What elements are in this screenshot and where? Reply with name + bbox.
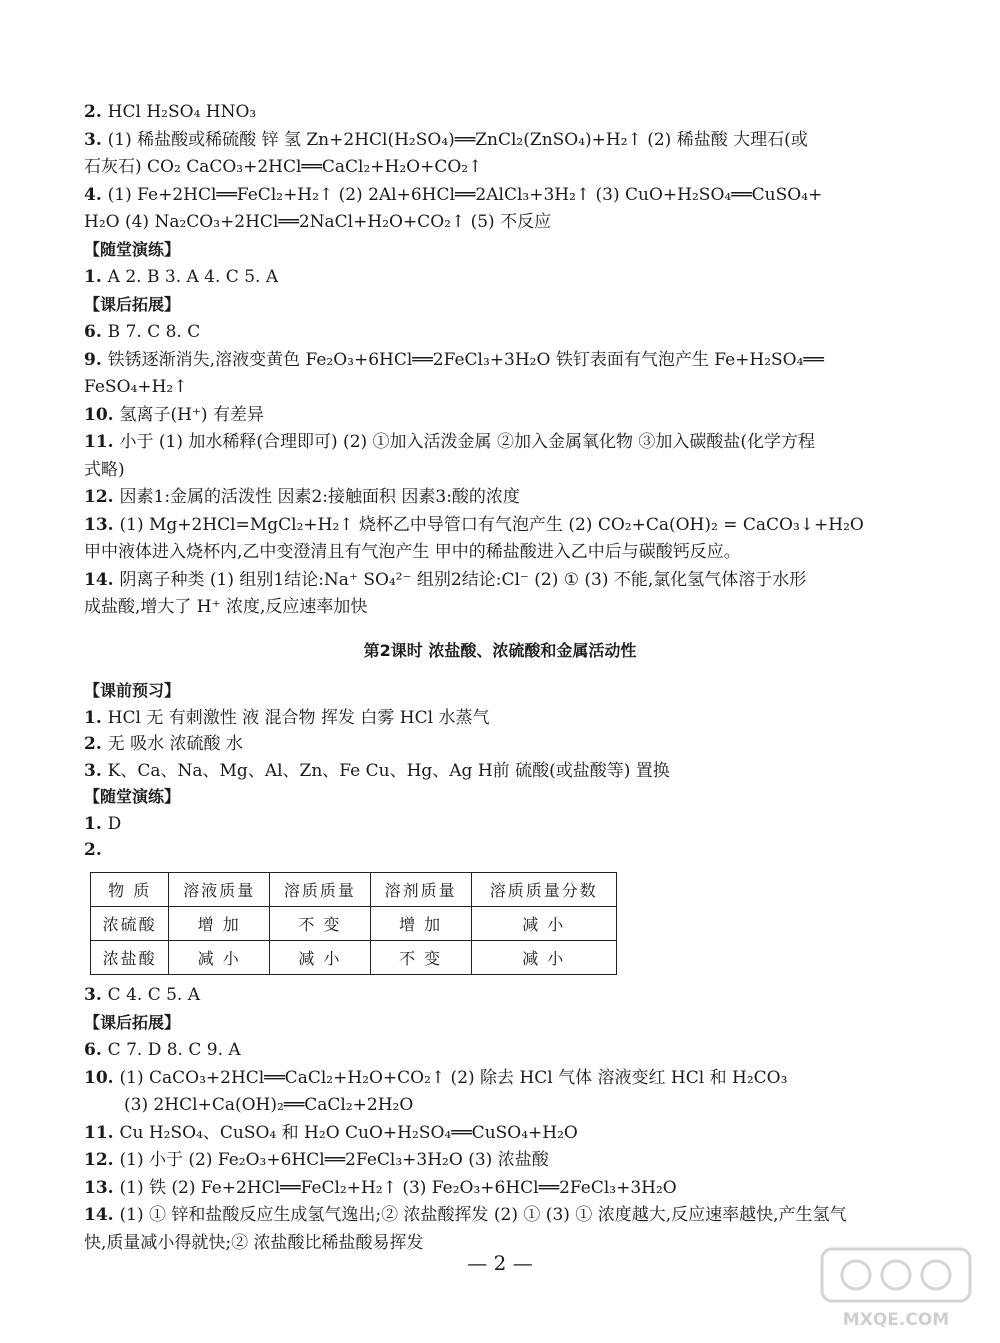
answer-line — [84, 321, 200, 343]
answer-text: 成盐酸,增大了 H⁺ 浓度,反应速率加快 — [84, 597, 368, 617]
table-header-row — [91, 873, 617, 907]
table-cell: 增 加 — [169, 907, 270, 941]
answer-text: H₂O (4) Na₂CO₃+2HCl══2NaCl+H₂O+CO₂↑ (5) 不反应 — [84, 212, 552, 232]
answer-text: HCl H₂SO₄ HNO₃ — [107, 102, 257, 122]
answer-line — [84, 839, 102, 861]
answer-line — [84, 404, 264, 426]
section-heading: 【随堂演练】 — [84, 787, 181, 806]
answer-text: 小于 (1) 加水稀释(合理即可) (2) ①加入活泼金属 ②加入金属氧化物 ③加入碳酸盐(化学方程 — [119, 432, 815, 452]
answer-text: (1) Mg+2HCl=MgCl₂+H₂↑ 烧杯乙中导管口有气泡产生 (2) CO₂+Ca(OH)₂ = CaCO₃↓+H₂O — [119, 514, 864, 535]
answer-line — [84, 541, 741, 563]
question-number: 3. — [84, 129, 108, 150]
answer-line — [84, 156, 482, 178]
answer-text: C 7. D 8. C 9. A — [107, 1040, 241, 1060]
section-heading: 【课前预习】 — [84, 681, 181, 700]
question-number: 12. — [84, 1150, 120, 1170]
section-heading: 【课后拓展】 — [84, 1012, 181, 1032]
answer-line — [84, 459, 125, 481]
table-cell: 浓硫酸 — [91, 907, 169, 941]
answer-line — [84, 184, 822, 206]
answer-text: 石灰石) CO₂ CaCO₃+2HCl══CaCl₂+H₂O+CO₂↑ — [84, 157, 483, 177]
answer-text: (1) 稀盐酸或稀硫酸 锌 氢 Zn+2HCl(H₂SO₄)══ZnCl₂(ZnSO₄)+H₂↑ (2) 稀盐酸 大理石(或 — [107, 129, 808, 150]
answer-text: FeSO₄+H₂↑ — [84, 377, 188, 397]
answer-text: C 4. C 5. A — [107, 985, 201, 1005]
question-number: 14. — [84, 569, 120, 590]
question-number: 3. — [84, 985, 108, 1005]
answer-text: HCl 无 有刺激性 液 混合物 挥发 白雾 HCl 水蒸气 — [107, 707, 490, 728]
answer-text: 氢离子(H⁺) 有差异 — [119, 404, 264, 425]
question-number: 2. — [84, 734, 108, 754]
answer-text: 无 吸水 浓硫酸 水 — [107, 734, 243, 754]
question-number: 2. — [84, 102, 108, 122]
answer-text: (1) ① 锌和盐酸反应生成氢气逸出;② 浓盐酸挥发 (2) ① (3) ① 浓度越大,反应速率越快,产生氢气 — [119, 1205, 847, 1225]
table-header-cell: 溶质质量分数 — [471, 873, 617, 907]
answer-line — [84, 514, 864, 536]
answer-line — [84, 486, 520, 508]
answer-line — [84, 211, 551, 233]
table-cell: 不 变 — [270, 907, 371, 941]
question-number: 1. — [84, 267, 108, 287]
answer-line — [84, 1039, 241, 1061]
question-number: 4. — [84, 184, 108, 205]
answer-line — [84, 760, 670, 782]
answer-line — [84, 1204, 847, 1226]
answer-text: D — [107, 813, 122, 834]
answer-text: (1) 铁 (2) Fe+2HCl══FeCl₂+H₂↑ (3) Fe₂O₃+6HCl══2FeCl₃+3H₂O — [119, 1177, 677, 1198]
table-row — [91, 907, 617, 941]
answer-line — [84, 376, 187, 398]
table-cell: 不 变 — [370, 941, 471, 975]
answer-text: 快,质量减小得就快;② 浓盐酸比稀盐酸易挥发 — [84, 1232, 424, 1253]
table-header-cell: 物 质 — [91, 873, 169, 907]
answer-text: 铁锈逐渐消失,溶液变黄色 Fe₂O₃+6HCl══2FeCl₃+3H₂O 铁钉表面有气泡产生 Fe+H₂SO₄══ — [107, 349, 824, 370]
answer-line — [84, 1177, 677, 1199]
section-heading: 【随堂演练】 — [84, 239, 181, 259]
question-number: 6. — [84, 322, 108, 342]
answer-line — [84, 266, 278, 288]
answer-text: (3) 2HCl+Ca(OH)₂══CaCl₂+2H₂O — [124, 1095, 414, 1115]
answer-text: 因素1:金属的活泼性 因素2:接触面积 因素3:酸的浓度 — [119, 487, 520, 507]
table-header-cell: 溶剂质量 — [370, 873, 471, 907]
question-number: 13. — [84, 514, 120, 535]
table-cell: 减 小 — [471, 907, 617, 941]
question-number: 6. — [84, 1040, 108, 1060]
table-row — [91, 941, 617, 975]
table-header-cell: 溶质质量 — [270, 873, 371, 907]
answer-line — [84, 596, 367, 618]
answer-text: Cu H₂SO₄、CuSO₄ 和 H₂O CuO+H₂SO₄══CuSO₄+H₂O — [119, 1122, 578, 1143]
answer-line — [84, 813, 121, 835]
answer-line — [84, 984, 200, 1006]
question-number: 12. — [84, 487, 120, 507]
data-table — [90, 872, 617, 975]
question-number: 10. — [84, 404, 120, 425]
question-number: 14. — [84, 1205, 120, 1225]
question-number: 9. — [84, 349, 108, 370]
answer-line — [84, 1067, 787, 1089]
answer-text: (1) CaCO₃+2HCl══CaCl₂+H₂O+CO₂↑ (2) 除去 HCl 气体 溶液变红 HCl 和 H₂CO₃ — [119, 1067, 788, 1088]
answer-text: 阴离子种类 (1) 组别1结论:Na⁺ SO₄²⁻ 组别2结论:Cl⁻ (2) ① (3) 不能,氯化氢气体溶于水形 — [119, 569, 807, 590]
question-number: 1. — [84, 813, 108, 834]
answer-text: B 7. C 8. C — [107, 322, 201, 342]
table-cell: 浓盐酸 — [91, 941, 169, 975]
question-number: 11. — [84, 1122, 120, 1143]
table-cell: 减 小 — [471, 941, 617, 975]
answer-text: A 2. B 3. A 4. C 5. A — [107, 267, 279, 287]
watermark-text: MXQE.COM — [842, 1310, 950, 1330]
section-title: 第2课时 浓盐酸、浓硫酸和金属活动性 — [363, 641, 637, 660]
answer-line — [84, 1149, 549, 1171]
question-number: 3. — [84, 760, 108, 781]
answer-line — [124, 1094, 413, 1116]
answer-text: 式略) — [84, 459, 125, 480]
answer-line — [84, 707, 489, 729]
answer-text: (1) 小于 (2) Fe₂O₃+6HCl══2FeCl₃+3H₂O (3) 浓盐酸 — [119, 1150, 549, 1170]
question-number: 11. — [84, 432, 120, 452]
question-number: 1. — [84, 707, 108, 728]
table-cell: 减 小 — [270, 941, 371, 975]
answer-line — [84, 569, 806, 591]
answer-line — [84, 733, 243, 755]
answer-line — [84, 1122, 578, 1144]
answer-line — [84, 101, 256, 123]
answer-text: K、Ca、Na、Mg、Al、Zn、Fe Cu、Hg、Ag H前 硫酸(或盐酸等) 置换 — [107, 760, 670, 781]
answer-line — [84, 349, 824, 371]
table-header-cell: 溶液质量 — [169, 873, 270, 907]
table-cell: 减 小 — [169, 941, 270, 975]
question-number: 10. — [84, 1067, 120, 1088]
answer-text: (1) Fe+2HCl══FeCl₂+H₂↑ (2) 2Al+6HCl══2AlCl₃+3H₂↑ (3) CuO+H₂SO₄══CuSO₄+ — [107, 184, 823, 205]
question-number: 13. — [84, 1177, 120, 1198]
section-heading: 【课后拓展】 — [84, 294, 181, 314]
answer-line — [84, 431, 815, 453]
watermark-logo — [816, 1241, 976, 1333]
page-number: — 2 — — [467, 1251, 533, 1275]
question-number: 2. — [84, 840, 102, 860]
table-cell: 增 加 — [370, 907, 471, 941]
answer-line — [84, 129, 808, 151]
answer-text: 甲中液体进入烧杯内,乙中变澄清且有气泡产生 甲中的稀盐酸进入乙中后与碳酸钙反应。 — [84, 542, 741, 562]
